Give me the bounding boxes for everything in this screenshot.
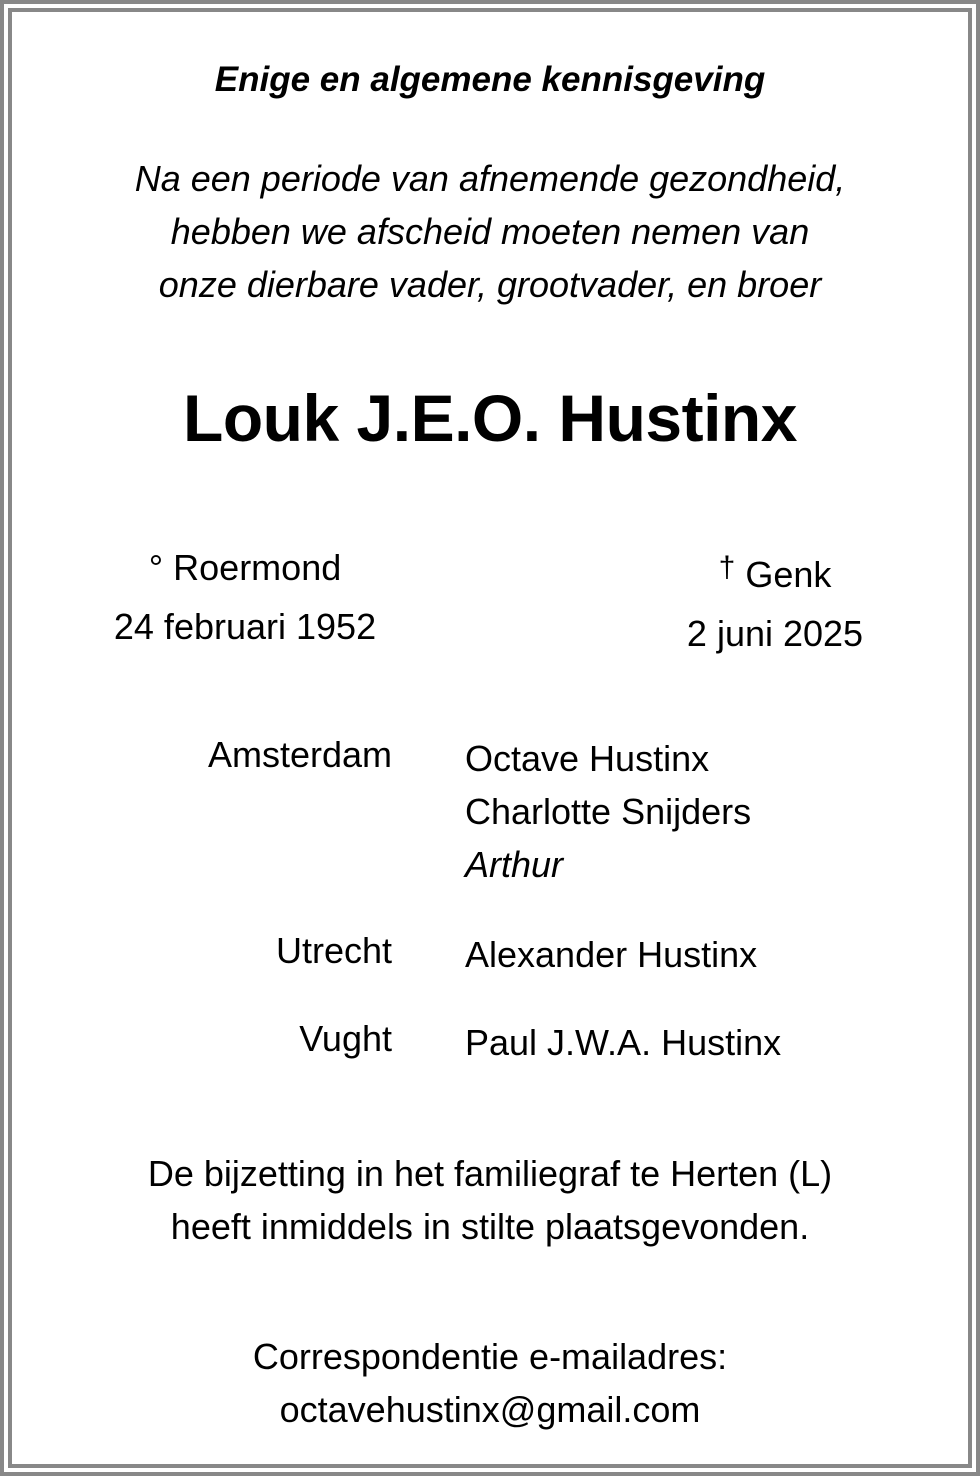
intro-line: onze dierbare vader, grootvader, en broer [158, 264, 822, 305]
family-members [465, 732, 945, 891]
deceased-name: Louk J.E.O. Hustinx [183, 381, 797, 455]
dagger-icon: † [718, 551, 736, 584]
family-place: Utrecht [275, 930, 392, 971]
burial-line: De bijzetting in het familiegraf te Herten (L) [147, 1153, 833, 1194]
family-member: Alexander Hustinx [465, 934, 758, 975]
burial-line: heeft inmiddels in stilte plaatsgevonden. [170, 1206, 810, 1247]
family-place: Vught [299, 1018, 392, 1059]
family-member: Octave Hustinx [465, 738, 710, 779]
birth-place: Roermond [173, 547, 342, 588]
contact-block [0, 1330, 980, 1436]
family-member: Paul J.W.A. Hustinx [465, 1022, 782, 1063]
birth-date: 24 februari 1952 [113, 606, 377, 647]
family-member: Arthur [465, 844, 564, 885]
death-date: 2 juni 2025 [686, 613, 864, 654]
intro-text [0, 152, 980, 311]
family-members [465, 1016, 945, 1069]
death-block [660, 538, 890, 663]
burial-text [0, 1147, 980, 1253]
family-member: Charlotte Snijders [465, 791, 752, 832]
notice-heading: Enige en algemene kennisgeving [214, 60, 766, 99]
death-place: Genk [745, 554, 832, 595]
intro-line: hebben we afscheid moeten nemen van [170, 211, 810, 252]
intro-line: Na een periode van afnemende gezondheid, [134, 158, 846, 199]
birth-block [90, 538, 400, 656]
contact-label: Correspondentie e-mailadres: [252, 1336, 728, 1377]
birth-symbol: ° [148, 547, 164, 588]
family-members [465, 928, 945, 981]
contact-email[interactable]: octavehustinx@gmail.com [279, 1389, 701, 1430]
family-place: Amsterdam [207, 734, 392, 775]
